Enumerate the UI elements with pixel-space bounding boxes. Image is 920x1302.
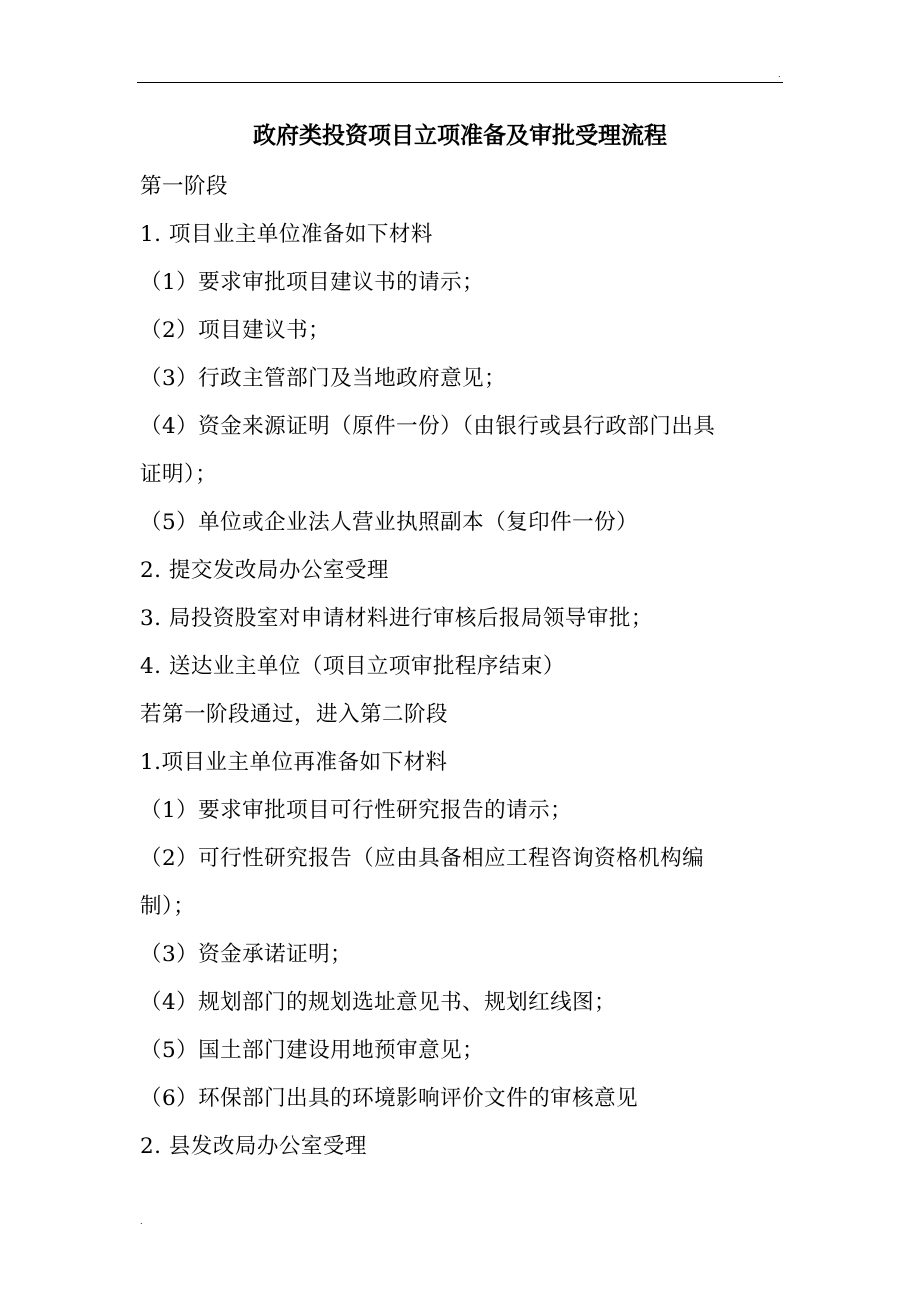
list-item: （2）可行性研究报告（应由具备相应工程咨询资格机构编	[140, 846, 705, 871]
stage-two-heading: 若第一阶段通过，进入第二阶段	[140, 702, 449, 727]
list-item: （4）规划部门的规划选址意见书、规划红线图；	[140, 990, 617, 1015]
list-item-continuation: 制）；	[140, 894, 196, 919]
list-item: （1）要求审批项目建议书的请示；	[140, 270, 485, 295]
list-item-continuation: 证明）；	[140, 462, 218, 487]
list-item: （4）资金来源证明（原件一份）（由银行或县行政部门出具	[140, 414, 716, 439]
list-item: （3）资金承诺证明；	[140, 942, 353, 967]
list-item: 1.项目业主单位再准备如下材料	[140, 750, 448, 775]
list-item: 2. 县发改局办公室受理	[140, 1134, 367, 1159]
list-item: （1）要求审批项目可行性研究报告的请示；	[140, 798, 573, 823]
header-dot-mark: .	[778, 70, 781, 79]
list-item: （5）单位或企业法人营业执照副本（复印件一份）	[140, 510, 639, 535]
footer-dot-mark: .	[140, 1217, 143, 1226]
document-title: 政府类投资项目立项准备及审批受理流程	[253, 123, 667, 149]
list-item: （5）国土部门建设用地预审意见；	[140, 1038, 485, 1063]
list-item: （3）行政主管部门及当地政府意见；	[140, 366, 507, 391]
header-rule	[137, 82, 783, 83]
stage-one-heading: 第一阶段	[140, 174, 229, 199]
list-item: 3. 局投资股室对申请材料进行审核后报局领导审批；	[140, 606, 653, 631]
list-item: 1. 项目业主单位准备如下材料	[140, 222, 433, 247]
list-item: 2. 提交发改局办公室受理	[140, 558, 389, 583]
list-item: 4. 送达业主单位（项目立项审批程序结束）	[140, 654, 565, 679]
list-item: （2）项目建议书；	[140, 318, 331, 343]
list-item: （6）环保部门出具的环境影响评价文件的审核意见	[140, 1086, 639, 1111]
